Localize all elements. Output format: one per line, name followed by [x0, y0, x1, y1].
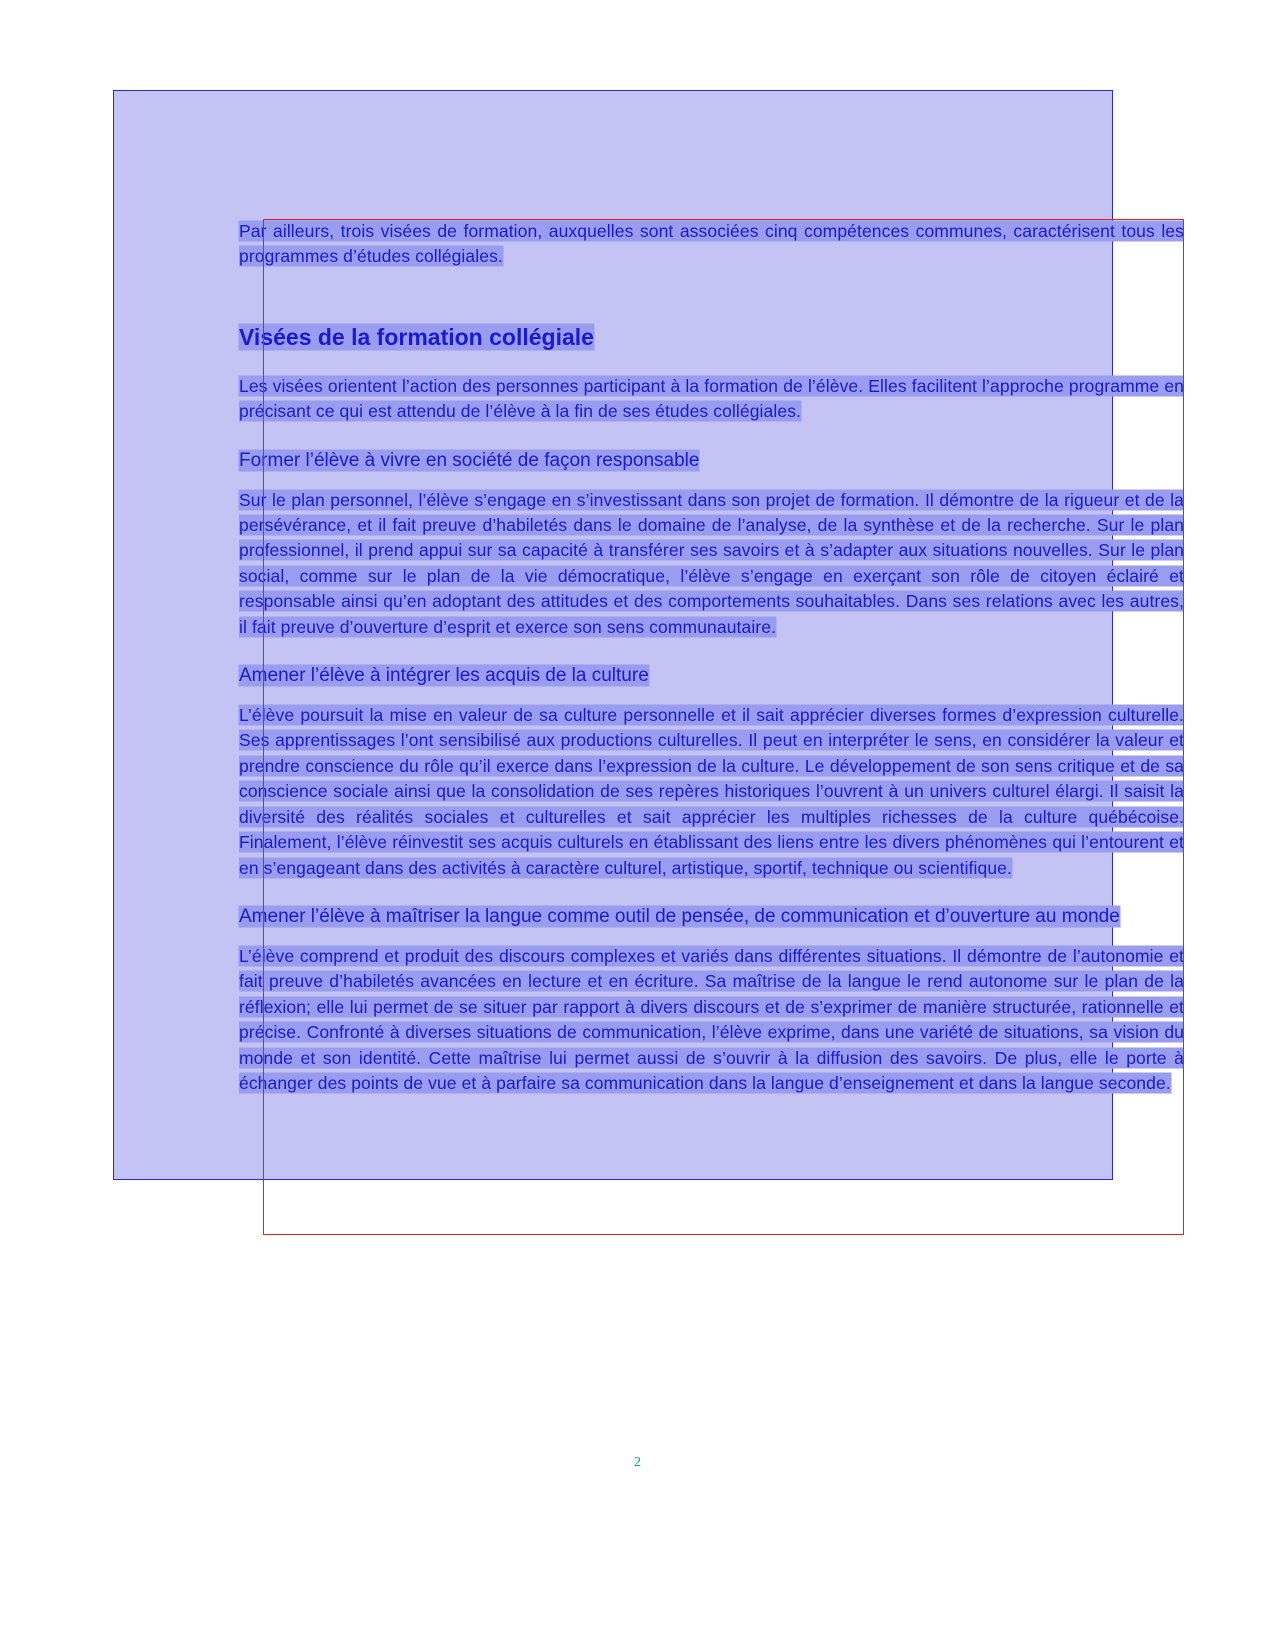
page-title-text: Visées de la formation collégiale — [239, 323, 594, 350]
section-body-2 — [239, 703, 1184, 881]
section-heading-2 — [239, 662, 1184, 689]
section-body-1 — [239, 488, 1184, 640]
lead-paragraph — [239, 374, 1184, 425]
section-body-3 — [239, 944, 1184, 1096]
spacer — [239, 474, 1184, 488]
section-heading-1 — [239, 447, 1184, 474]
spacer — [239, 689, 1184, 703]
section-heading-2-text: Amener l’élève à intégrer les acquis de la culture — [239, 665, 649, 687]
section-heading-3 — [239, 903, 1184, 930]
spacer — [239, 640, 1184, 662]
document-text-body — [239, 219, 1184, 1096]
section-body-1-text: Sur le plan personnel, l’élève s’engage en s’investissant dans son projet de formation. Il démontre de la rigueur et de la persévérance, et il fait preuve d’habiletés dans le domaine de l’analyse, de la synthèse et de la recherche. Sur le plan professionnel, il prend appui sur sa capacité à transférer ses savoirs et à s’adapter aux situations nouvelles. Sur le plan social, comme sur le plan de la vie démocratique, l’élève s’engage en exerçant son rôle de citoyen éclairé et responsable ainsi qu’en adoptant des attitudes et des comportements souhaitables. Dans ses relations avec les autres, il fait preuve d’ouverture d’esprit et exerce son sens communautaire. — [239, 489, 1184, 637]
spacer — [239, 930, 1184, 944]
section-heading-1-text: Former l’élève à vivre en société de façon responsable — [239, 449, 700, 471]
spacer — [239, 352, 1184, 374]
document-page — [113, 90, 1184, 1180]
page-number: 2 — [634, 1455, 641, 1470]
section-body-2-text: L’élève poursuit la mise en valeur de sa culture personnelle et il sait apprécier diverses formes d’expression culturelle. Ses apprentissages l’ont sensibilisé aux productions culturelles. Il peut en interpréter le sens, en considérer la valeur et prendre conscience du rôle qu’il exerce dans l’expression de la culture. Le développement de son sens critique et de sa conscience sociale ainsi que la consolidation de ses repères historiques l’ouvrent à un univers culturel élargi. Il saisit la diversité des réalités sociales et culturelles et sait apprécier les multiples richesses de la culture québécoise. Finalement, l’élève réinvestit ses acquis culturels en établissant des liens entre les divers phénomènes qui l’entourent et en s’engageant dans des activités à caractère culturel, artistique, sportif, technique ou scientifique. — [239, 705, 1184, 878]
page-title — [239, 322, 1184, 352]
intro-paragraph — [239, 219, 1184, 270]
spacer — [239, 270, 1184, 322]
spacer — [239, 881, 1184, 903]
section-heading-3-text: Amener l’élève à maîtriser la langue comme outil de pensée, de communication et d’ouverture au monde — [239, 905, 1120, 927]
section-body-3-text: L’élève comprend et produit des discours complexes et variés dans différentes situations. Il démontre de l’autonomie et fait preuve d’habiletés avancées en lecture et en écriture. Sa maîtrise de la langue le rend autonome sur le plan de la réflexion; elle lui permet de se situer par rapport à divers discours et de s’exprimer de manière structurée, rationnelle et précise. Confronté à diverses situations de communication, l’élève exprime, dans une variété de situations, sa vision du monde et son identité. Cette maîtrise lui permet aussi de s’ouvrir à la diffusion des savoirs. De plus, elle le porte à échanger des points de vue et à parfaire sa communication dans la langue d’enseignement et dans la langue seconde. — [239, 945, 1184, 1093]
intro-paragraph-text: Par ailleurs, trois visées de formation, auxquelles sont associées cinq compétences communes, caractérisent tous les programmes d’études collégiales. — [239, 221, 1184, 267]
lead-paragraph-text: Les visées orientent l’action des personnes participant à la formation de l’élève. Elles facilitent l’approche programme en précisant ce qui est attendu de l’élève à la fin de ses études collégiales. — [239, 375, 1184, 422]
spacer — [239, 425, 1184, 447]
